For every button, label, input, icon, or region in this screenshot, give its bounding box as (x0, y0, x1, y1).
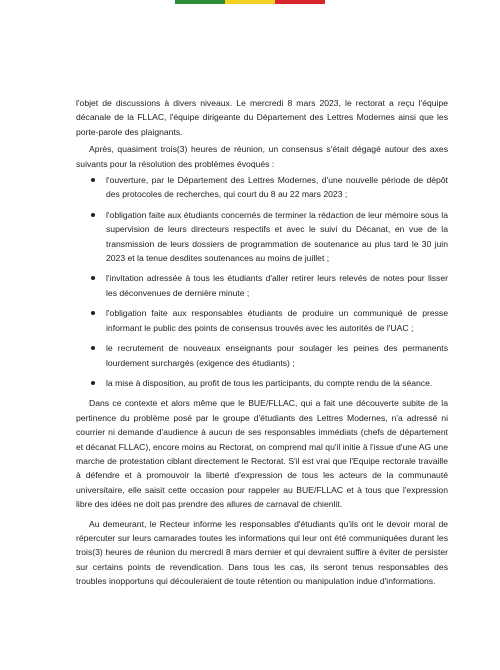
paragraph-consensus: Après, quasiment trois(3) heures de réunion, un consensus s'était dégagé autour des axes suivants pour la résolution des problèmes évoqués : (76, 144, 448, 169)
paragraph-intro: l'objet de discussions à divers niveaux. Le mercredi 8 mars 2023, le rectorat a reçu l'équipe décanale de la FLLAC, l'équipe dirigeante du Département des Lettres Modernes ainsi que les porte-parole des plaignants. (76, 98, 448, 137)
list-item: la mise à disposition, au profit de tous les participants, du compte rendu de la séance. (76, 376, 448, 390)
list-item: le recrutement de nouveaux enseignants pour soulager les peines des permanents lourdement surchargés (exigence des étudiants) ; (76, 341, 448, 370)
paragraph-context: Dans ce contexte et alors même que le BUE/FLLAC, qui a fait une découverte subite de la pertinence du problème posé par le groupe d'étudiants des Lettres Modernes, n'a adressé ni courrier ni demande d'audience à aucun de ses responsables immédiats (chefs de département et décanat FLLAC), encore moins au Rectorat, on comprend mal qu'il initie à l'issue d'une AG une marche de protestation ciblant directement le Rectorat. S'il est vrai que l'Equipe rectorale travaille à défendre et à promouvoir la liberté d'expression de tous les acteurs de la communauté universitaire, elle saisit cette occasion pour rappeler au BUE/FLLAC et à tous que l'expression libre des idées ne doit pas prendre des allures de carnaval de chienlit. (76, 398, 448, 510)
bullet-icon (91, 178, 95, 182)
bullet-icon (91, 346, 95, 350)
flag-band-yellow (225, 0, 275, 4)
flag-band-green (175, 0, 225, 4)
paragraph-conclusion: Au demeurant, le Recteur informe les responsables d'étudiants qu'ils ont le devoir moral de répercuter sur leurs camarades toutes les informations qui leur ont été communiquées durant les trois(3) heures de réunion du mercredi 8 mars dernier et qui devraient suffire à éviter de persister sur certains points de revendication. Dans tous les cas, ils seront tenus responsables des troubles inopportuns qui découleraient de toute rétention ou manipulation indue d'informations. (76, 518, 448, 587)
list-item: l'obligation faite aux étudiants concernés de terminer la rédaction de leur mémoire sous la supervision de leurs directeurs respectifs et avec le suivi du Décanat, en vue de la transmission de leurs dossiers de programmation de soutenance au plus tard le 30 juin 2023 et la tenue desdites soutenances au moins de juillet ; (76, 208, 448, 266)
bullet-icon (91, 381, 95, 385)
list-item: l'invitation adressée à tous les étudiants d'aller retirer leurs relevés de notes pour lisser les déconvenues de dernière minute ; (76, 271, 448, 300)
list-item: l'ouverture, par le Département des Lettres Modernes, d'une nouvelle période de dépôt des protocoles de recherches, qui court du 8 au 22 mars 2023 ; (76, 173, 448, 202)
bullet-icon (91, 276, 95, 280)
consensus-list (76, 173, 448, 390)
bullet-icon (91, 213, 95, 217)
flag-band-red (275, 0, 325, 4)
bullet-icon (91, 311, 95, 315)
document-body (76, 96, 448, 589)
flag-stripe (175, 0, 325, 4)
list-item: l'obligation faite aux responsables étudiants de produire un communiqué de presse informant le public des points de consensus trouvés avec les autorités de l'UAC ; (76, 306, 448, 335)
